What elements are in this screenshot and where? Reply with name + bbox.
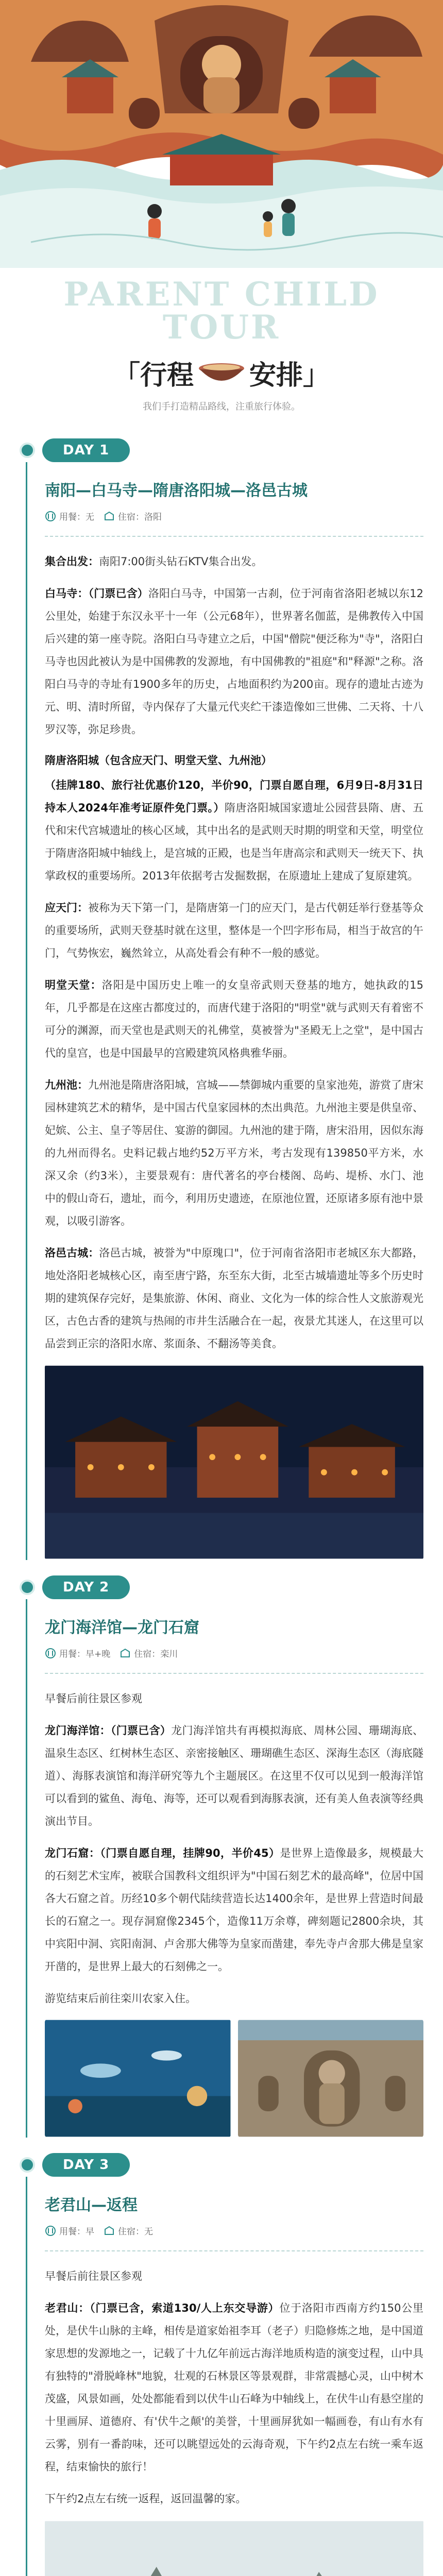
day-2-photo-pair (45, 2019, 423, 2138)
title-right: 安排」 (249, 360, 330, 391)
meal-stay-row (45, 1647, 423, 1659)
day-header (20, 2153, 423, 2177)
itinerary-paragraph: 下午约2点左右统一返程，返回温馨的家。 (45, 2493, 247, 2505)
day-3-timeline (26, 2177, 423, 2576)
meal-icon (45, 511, 56, 522)
day-1-section (0, 438, 443, 1560)
itinerary-paragraph: （挂牌180、旅行社优惠价120，半价90，门票自愿自理，6月9日-8月31日持本人2024年准考证原件免门票。）隋唐洛阳城国家遗址公园营县隋、唐、五代和宋代宫城遗址的核心区域，其中出名的是武则天时期的明堂和天堂，明堂位于隋唐洛阳城中轴线上，是宫城的正殿，也是当年唐高宗和武则天一统天下、执掌政权的重要场所。2013年依据考古发掘数据，在原遗址上建成了复原建筑。 (45, 779, 423, 882)
itinerary-paragraph: 九州池：九州池是隋唐洛阳城，宫城——禁御城内重要的皇家池苑，游赏了唐宋园林建筑艺术的精华，是中国古代皇家园林的杰出典范。九州池主要是供皇帝、妃嫔、公主、皇子等居住、宴游的御园。九州池的建于隋，唐宋沿用，因似东海的九州而得名。史料记载占地约52万平方米，考古发现有139850平方米，水深又余（约3米），主要景观有：唐代著名的亭台楼阁、岛屿、堤桥、水门、池中的假山奇石，遗址，而今，利用历史遗迹，在原池位置，还原诸多原有池中景观，以吸引游客。 (45, 1079, 423, 1227)
itinerary-paragraph: 早餐后前往景区参观 (45, 1692, 142, 1705)
chinese-title (0, 353, 443, 392)
itinerary-paragraph: 早餐后前往景区参观 (45, 2270, 142, 2282)
english-title: PARENT CHILD TOUR (63, 275, 380, 347)
laojun-mountain-photo (45, 2519, 423, 2576)
title-subtitle: 我们手打造精品路线，注重旅行体验。 (143, 401, 300, 412)
day-header (20, 1575, 423, 1599)
hero-illustration (0, 0, 443, 268)
stay-text: 住宿：洛阳 (118, 512, 162, 522)
itinerary-paragraph: 游览结束后前往栾川农家入住。 (45, 1992, 196, 2005)
title-left: 「行程 (113, 360, 194, 391)
itinerary-paragraph: 老君山：（门票已含，索道130/人上东交导游）位于洛阳市西南方约150公里处，是伏牛山脉的主峰，相传是道家始祖李耳（老子）归隐修炼之地，是中国道家思想的发源地之一，记载了十九亿年前远古海洋地质构造的演变过程，山中具有独特的"滑脱峰林"地貌，壮观的石林景区等景观群，非常震撼心灵，山中树木茂盛，风景如画，处处都能看到以伏牛山石峰为中轴线上，在伏牛山有悬空崖的十里画屏、道德府、有'伏牛之颠'的美誉，十里画屏犹如一幅画卷，有山有水有云雾，别有一番韵味，还可以眺望远处的云海奇观，下午约2点左右统一乘车返程，结束愉快的旅行！ (45, 2302, 423, 2473)
section-subhead: 隋唐洛阳城（包含应天门、明堂天堂、九州池） (45, 754, 272, 767)
bowl-icon (197, 361, 246, 385)
stay-text: 住宿：无 (118, 2227, 153, 2237)
day-2-section (0, 1575, 443, 2138)
meal-stay-row (45, 2224, 423, 2237)
itinerary-paragraph: 应天门：被称为天下第一门，是隋唐第一门的应天门，是古代朝廷举行登基等众的重要场所，武则天登基时就在这里，整体是一个凹字形布局，相当于故宫的午门，气势恢宏，巍然耸立，从高处看会有种不一般的感觉。 (45, 902, 423, 959)
day-label: DAY 2 (42, 1575, 130, 1599)
timeline-dot-icon (20, 1580, 35, 1595)
day-header (20, 438, 423, 462)
day-label: DAY 3 (42, 2153, 130, 2177)
itinerary-paragraph: 洛邑古城：洛邑古城，被誉为"中原瑰口"，位于河南省洛阳市老城区东大都路，地处洛阳老城核心区，南至唐宁路，东至东大街，北至古城墙遗址等多个历史时期的建筑保存完好，是集旅游、休闲、商业、文化为一体的综合性人文旅游观光区，古色古香的建筑与热闹的市井生活融合在一起，夜景尤其迷人，在这里可以品尝到正宗的洛阳水席、浆面条、不翻汤等美食。 (45, 1247, 423, 1350)
meal-icon (45, 2225, 56, 2236)
meal-text: 用餐：早+晚 (59, 1649, 111, 1659)
itinerary-paragraph: 白马寺：（门票已含）洛阳白马寺，中国第一古刹，位于河南省洛阳老城以东12公里处，始建于东汉永平十一年（公元68年），世界著名伽蓝，是佛教传入中国后兴建的第一座寺院。洛阳白马寺建立之后，中国"僧院"便泛称为"寺"，洛阳白马寺也因此被认为是中国佛教的发源地，有中国佛教的"祖庭"和"释源"之称。洛阳白马寺的寺址有1900多年的历史，占地面积约为200亩。现存的遗址古迹为元、明、清时所留，寺内保存了大量元代夹纻干漆造像如三世佛、二天将、十八罗汉等，弥足珍贵。 (45, 587, 423, 736)
timeline-dot-icon (20, 2157, 35, 2173)
itinerary-paragraph: 明堂天堂：洛阳是中国历史上唯一的女皇帝武则天登基的地方，她执政的15年，几乎都是在这座古都度过的，而唐代建于洛阳的"明堂"就与武则天有着密不可分的渊源，而天堂也是武则天的礼佛堂，莫被誉为"圣殿无上之堂"，是中国古代的皇宫，也是中国最早的宫殿建筑风格典雅华丽。 (45, 979, 423, 1059)
day-route: 南阳—白马寺—隋唐洛阳城—洛邑古城 (45, 482, 308, 500)
itinerary-paragraph: 集合出发：南阳7:00街头钻石KTV集合出发。 (45, 555, 263, 568)
day-2-timeline (26, 1599, 423, 2138)
hotel-icon (120, 1648, 131, 1659)
hotel-icon (104, 511, 115, 522)
title-section (0, 268, 443, 428)
itinerary-paragraph: 龙门石窟：（门票自愿自理，挂牌90，半价45）是世界上造像最多，规模最大的石刻艺术宝库，被联合国教科文组织评为"中国石刻艺术的最高峰"，位居中国各大石窟之首。历经10多个朝代陆续营造长达1400余年，是世界上营造时间最长的石窟之一。现存洞窟像2345个，造像11万余尊，碑刻题记2800余块，其中宾阳中洞、宾阳南洞、卢舍那大佛等为皇家而凿建，奉先寺卢舍那大佛是皇家开凿的，是世界上最大的石刻佛之一。 (45, 1847, 424, 1973)
meal-text: 用餐：早 (59, 2227, 94, 2237)
timeline-dot-icon (20, 443, 35, 458)
divider (45, 2250, 423, 2251)
grottoes-illustration (0, 0, 443, 268)
meal-icon (45, 1648, 56, 1659)
stay-text: 住宿：栾川 (134, 1649, 178, 1659)
longmen-grottoes-photo (238, 2019, 424, 2138)
day-route: 老君山—返程 (45, 2196, 138, 2214)
day-label: DAY 1 (42, 438, 130, 462)
day-1-timeline (26, 462, 423, 1560)
luoyi-ancient-city-photo (45, 1364, 423, 1560)
meal-stay-row (45, 510, 423, 522)
divider (45, 1673, 423, 1674)
meal-text: 用餐：无 (59, 512, 94, 522)
day-route: 龙门海洋馆—龙门石窟 (45, 1619, 199, 1637)
aquarium-photo (45, 2019, 231, 2138)
divider (45, 536, 423, 537)
itinerary-paragraph: 龙门海洋馆：（门票已含）龙门海洋馆共有再模拟海底、周林公园、珊瑚海底、温泉生态区、红树林生态区、亲密接触区、珊瑚礁生态区、深海生态区（海底隧道）、海豚表演馆和海洋研究等九个主题展区。在这里不仅可以见到一般海洋馆可以看到的鲨鱼、海龟、海等，还可以观看到海豚表演，还有美人鱼表演等经典演出节目。 (45, 1724, 424, 1827)
hotel-icon (104, 2225, 115, 2236)
day-3-section (0, 2153, 443, 2576)
